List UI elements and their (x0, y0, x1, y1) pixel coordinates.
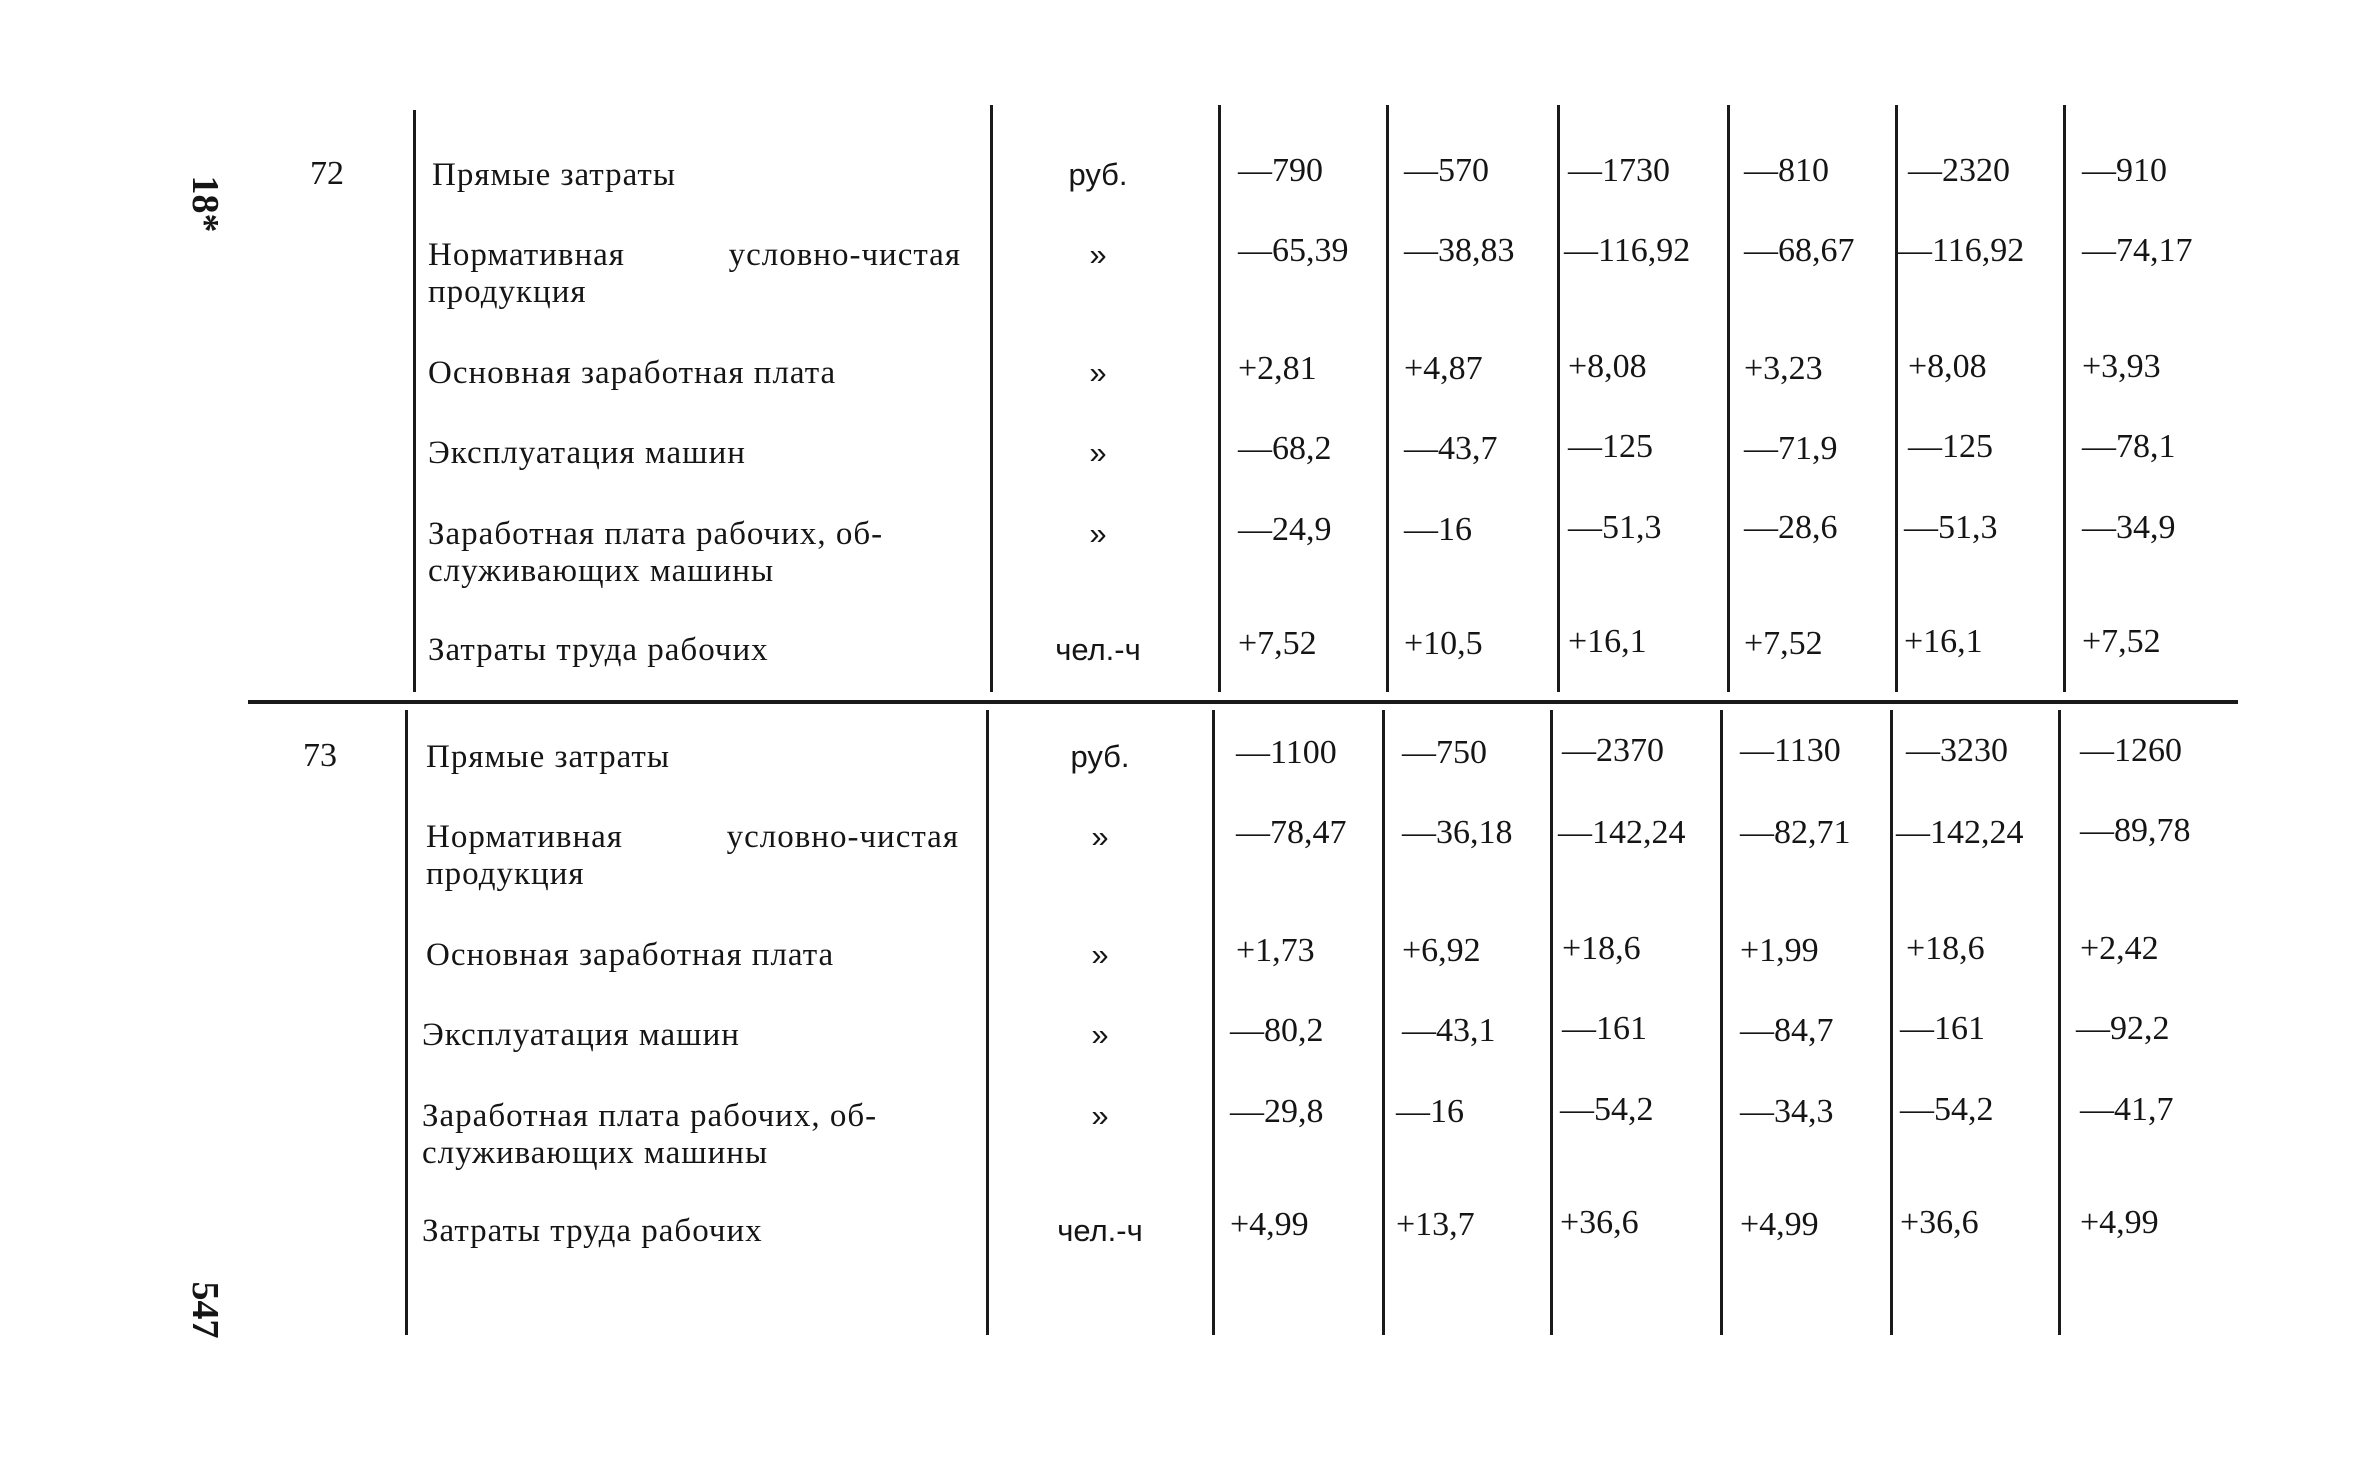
value-cell: —28,6 (1744, 509, 1838, 546)
value-cell: +6,92 (1402, 932, 1481, 969)
value-cell: —910 (2082, 152, 2167, 189)
value-cell: +4,99 (1740, 1206, 1819, 1243)
value-cell: —161 (1900, 1010, 1985, 1047)
value-cell: +36,6 (1560, 1204, 1639, 1241)
group-number: 73 (303, 737, 337, 774)
column-line-val2-left (1386, 105, 1389, 692)
value-cell: —34,9 (2082, 509, 2176, 546)
row-name (428, 516, 968, 590)
row-name-word: Нормативная (428, 237, 625, 273)
column-line-name-left (405, 710, 408, 1335)
row-unit: » (1089, 355, 1107, 390)
row-name: Затраты труда рабочих (428, 632, 769, 668)
value-cell: —125 (1908, 428, 1993, 465)
value-cell: +10,5 (1404, 625, 1483, 662)
column-line-unit-left (990, 105, 993, 692)
row-unit: » (1091, 1017, 1109, 1052)
row-name-line2: служивающих машины (422, 1135, 769, 1171)
column-line-val1-left (1212, 710, 1215, 1335)
value-cell: —54,2 (1900, 1091, 1994, 1128)
row-name: Прямые затраты (426, 739, 671, 775)
value-cell: —80,2 (1230, 1012, 1324, 1049)
value-cell: +18,6 (1562, 930, 1641, 967)
value-cell: +7,52 (2082, 623, 2161, 660)
row-name-line2: продукция (426, 856, 585, 892)
value-cell: —68,67 (1744, 232, 1855, 269)
row-name-line1 (428, 237, 961, 274)
value-cell: —24,9 (1238, 511, 1332, 548)
value-cell: —16 (1396, 1093, 1464, 1130)
margin-page-marker-top: 18* (184, 175, 226, 233)
value-cell: +36,6 (1900, 1204, 1979, 1241)
row-name-line1: Заработная плата рабочих, об- (428, 516, 884, 552)
value-cell: +7,52 (1238, 625, 1317, 662)
row-unit: » (1091, 1098, 1109, 1133)
value-cell: —810 (1744, 152, 1829, 189)
row-unit: » (1089, 516, 1107, 551)
row-name: Основная заработная плата (428, 355, 837, 391)
value-cell: +2,42 (2080, 930, 2159, 967)
row-unit: » (1091, 819, 1109, 854)
value-cell: —142,24 (1558, 814, 1686, 851)
row-name-word: Нормативная (426, 819, 623, 855)
value-cell: —16 (1404, 511, 1472, 548)
value-cell: —78,47 (1236, 814, 1347, 851)
value-cell: —161 (1562, 1010, 1647, 1047)
value-cell: +16,1 (1904, 623, 1983, 660)
value-cell: —2370 (1562, 732, 1664, 769)
value-cell: —125 (1568, 428, 1653, 465)
value-cell: —38,83 (1404, 232, 1515, 269)
row-unit: руб. (1070, 739, 1130, 774)
column-line-val1-left (1218, 105, 1221, 692)
value-cell: —65,39 (1238, 232, 1349, 269)
row-name: Эксплуатация машин (428, 435, 746, 471)
column-line-val3-left (1557, 105, 1560, 692)
value-cell: +2,81 (1238, 350, 1317, 387)
row-name-line1: Заработная плата рабочих, об- (422, 1098, 878, 1134)
value-cell: —89,78 (2080, 812, 2191, 849)
value-cell: —116,92 (1564, 232, 1691, 269)
group-number: 72 (310, 155, 344, 192)
value-cell: —74,17 (2082, 232, 2193, 269)
value-cell: —92,2 (2076, 1010, 2170, 1047)
row-name-line1 (426, 819, 959, 856)
value-cell: —84,7 (1740, 1012, 1834, 1049)
value-cell: +8,08 (1908, 348, 1987, 385)
value-cell: —1260 (2080, 732, 2182, 769)
row-unit: » (1089, 435, 1107, 470)
value-cell: —51,3 (1904, 509, 1998, 546)
value-cell: —34,3 (1740, 1093, 1834, 1130)
column-line-name-left (413, 110, 416, 692)
value-cell: —43,1 (1402, 1012, 1496, 1049)
row-name (426, 819, 959, 893)
row-name (422, 1098, 962, 1172)
row-name: Основная заработная плата (426, 937, 835, 973)
row-name: Затраты труда рабочих (422, 1213, 763, 1249)
value-cell: —1100 (1236, 734, 1337, 771)
value-cell: —41,7 (2080, 1091, 2174, 1128)
value-cell: +3,93 (2082, 348, 2161, 385)
value-cell: —1730 (1568, 152, 1670, 189)
value-cell: —570 (1404, 152, 1489, 189)
row-unit: чел.-ч (1055, 632, 1141, 667)
row-unit: » (1089, 237, 1107, 272)
value-cell: +1,99 (1740, 932, 1819, 969)
value-cell: +4,99 (2080, 1204, 2159, 1241)
row-unit: » (1091, 937, 1109, 972)
margin-page-number: 547 (184, 1281, 226, 1339)
value-cell: —43,7 (1404, 430, 1498, 467)
value-cell: —68,2 (1238, 430, 1332, 467)
value-cell: +1,73 (1236, 932, 1315, 969)
value-cell: —142,24 (1896, 814, 2024, 851)
value-cell: +4,99 (1230, 1206, 1309, 1243)
value-cell: +7,52 (1744, 625, 1823, 662)
column-line-val6-left (2063, 105, 2066, 692)
value-cell: —116,92 (1898, 232, 2025, 269)
row-name-word: условно-чистая (728, 237, 961, 273)
value-cell: +18,6 (1906, 930, 1985, 967)
value-cell: +3,23 (1744, 350, 1823, 387)
column-line-val4-left (1727, 105, 1730, 692)
row-name: Эксплуатация машин (422, 1017, 740, 1053)
value-cell: —790 (1238, 152, 1323, 189)
value-cell: —1130 (1740, 732, 1841, 769)
row-name-line2: служивающих машины (428, 553, 775, 589)
row-name-line2: продукция (428, 274, 587, 310)
value-cell: —3230 (1906, 732, 2008, 769)
value-cell: +4,87 (1404, 350, 1483, 387)
value-cell: —2320 (1908, 152, 2010, 189)
row-name (428, 237, 961, 311)
value-cell: —54,2 (1560, 1091, 1654, 1128)
value-cell: +13,7 (1396, 1206, 1475, 1243)
row-name-word: условно-чистая (726, 819, 959, 855)
column-line-unit-left (986, 710, 989, 1335)
row-unit: руб. (1068, 157, 1128, 192)
column-line-val5-left (1895, 105, 1898, 692)
value-cell: —29,8 (1230, 1093, 1324, 1130)
value-cell: —750 (1402, 734, 1487, 771)
group-separator-line (248, 700, 2238, 704)
row-unit: чел.-ч (1057, 1213, 1143, 1248)
value-cell: —82,71 (1740, 814, 1851, 851)
value-cell: —71,9 (1744, 430, 1838, 467)
row-name: Прямые затраты (432, 157, 677, 193)
value-cell: +8,08 (1568, 348, 1647, 385)
value-cell: —78,1 (2082, 428, 2176, 465)
value-cell: —51,3 (1568, 509, 1662, 546)
value-cell: +16,1 (1568, 623, 1647, 660)
value-cell: —36,18 (1402, 814, 1513, 851)
